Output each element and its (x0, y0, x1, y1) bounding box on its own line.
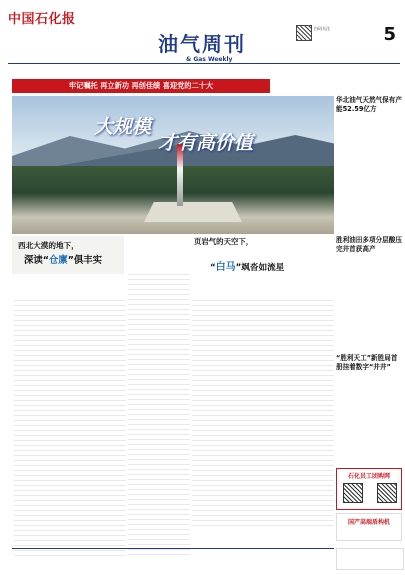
right-story1-body (336, 116, 402, 236)
right-story3-body (336, 374, 402, 464)
left-article-kicker: 西北大漠的地下， (18, 241, 79, 250)
center-article-headline (210, 258, 284, 273)
headline-accent: 白马 (215, 262, 236, 273)
slogan-banner: 牢记嘱托 再立新功 再创佳绩 喜迎党的二十大 (12, 79, 270, 93)
right-story1-title: 华北油气天然气保有产能52.59亿方 (336, 96, 402, 113)
ad-box-1 (336, 468, 402, 510)
section-title-en: & Gas Weekly (186, 56, 233, 63)
section-title: 油气周刊 (158, 32, 246, 56)
hero-title-line1: 大规模 (94, 116, 152, 138)
ad1-title: 石化员工团购网 (347, 473, 390, 480)
right-column (336, 96, 402, 541)
left-article-column-2 (128, 272, 190, 558)
right-footer-box (336, 548, 404, 570)
photo-well-pad (144, 202, 242, 222)
headline-part: 深读“ (24, 255, 49, 266)
photo-ground (12, 166, 334, 234)
masthead (8, 6, 400, 66)
qr-code-icon (343, 483, 363, 503)
ad2-title: 国产高端盾构机 (347, 519, 390, 526)
right-story2-title: 胜利油田多项分层酸压完井首获高产 (336, 236, 402, 253)
qr-code-icon (377, 483, 397, 503)
footer-notice (12, 548, 334, 569)
hero-title-line2: 才有高价值 (158, 132, 254, 154)
right-story3-title: “胜利天工”新胜局首册挂着数字“井井” (336, 354, 398, 371)
headline-part: “ (210, 263, 216, 273)
qr-label: 扫码关注 (314, 26, 330, 31)
newspaper-logo: 中国石化报 (8, 12, 76, 27)
left-article-body (14, 298, 126, 556)
ad-box-2 (336, 513, 402, 541)
left-article-headline (24, 252, 102, 266)
right-story2-body (336, 256, 402, 354)
headline-part: ”飒沓如流星 (235, 263, 285, 273)
headline-accent: 仓廪 (48, 255, 68, 266)
page-number: 5 (383, 24, 396, 45)
date-line (8, 62, 400, 64)
headline-part: ”俱丰实 (67, 255, 102, 266)
qr-code-icon (296, 25, 312, 41)
center-article-kicker: 页岩气的天空下， (194, 237, 254, 246)
center-article-body (192, 298, 334, 530)
hero-photo (12, 96, 334, 234)
